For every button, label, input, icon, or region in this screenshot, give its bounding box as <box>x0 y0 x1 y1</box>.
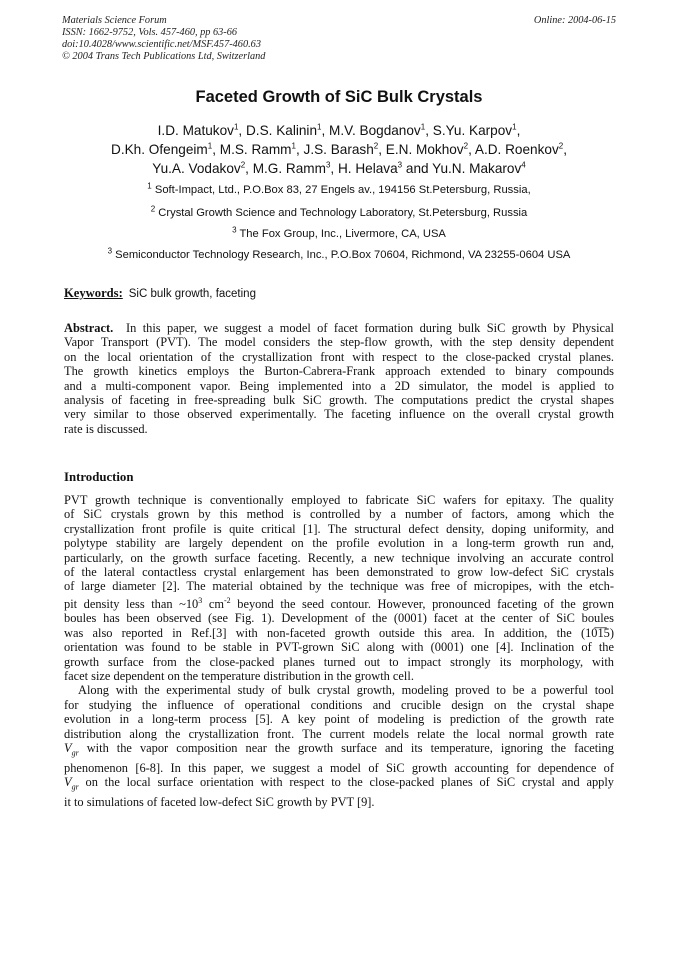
author-name: I.D. Matukov <box>157 123 234 138</box>
intro-line: of large diameter [2]. The material obtained by the technique was free of micropipes, with the etch- <box>64 579 614 594</box>
issn-line: ISSN: 1662-9752, Vols. 457-460, pp 63-66 <box>62 27 238 38</box>
author-affil-mark: 2 <box>463 141 469 151</box>
abstract-line: rate is discussed. <box>64 421 148 436</box>
text-run: one [4]. Inclination of the <box>463 640 615 655</box>
author-name: J.S. Barash <box>303 142 374 157</box>
author-name: Yu.N. Makarov <box>432 161 522 176</box>
symbol-v: V <box>64 775 72 790</box>
intro-line <box>64 611 614 625</box>
affiliation-2 <box>62 206 616 220</box>
intro-line: crystallization front profile is quite critical [1]. The structural defect density, doping uniformity, and <box>64 521 614 536</box>
exponent: 3 <box>198 595 203 605</box>
affil-text: Semiconductor Technology Research, Inc., P.O.Box 70604, Richmond, VA 23255-0604 USA <box>115 249 571 261</box>
journal-header <box>62 15 616 63</box>
abstract-line: analysis of faceting in free-spreading bulk SiC growth. The computations predict the crystal shapes <box>64 393 614 408</box>
keywords-label: Keywords: <box>64 286 123 300</box>
text-run: on the local surface orientation with respect to the close-packed planes of SiC crystal and apply <box>78 775 614 790</box>
intro-line: PVT growth technique is conventionally employed to fabricate SiC wafers for epitaxy. The quality <box>64 493 614 507</box>
affil-text: Soft-Impact, Ltd., P.O.Box 83, 27 Engels av., 194156 St.Petersburg, Russia, <box>154 184 531 196</box>
author-affil-mark: 3 <box>397 160 403 170</box>
author-name: M.S. Ramm <box>219 142 292 157</box>
keywords <box>64 286 256 301</box>
author-affil-mark: 1 <box>291 141 296 151</box>
author-affil-mark: 1 <box>233 122 239 132</box>
journal-name: Materials Science Forum <box>62 15 167 26</box>
intro-line <box>64 741 614 761</box>
introduction-body <box>64 493 614 810</box>
abstract-line-text: In this paper, we suggest a model of facet formation during bulk SiC growth by Physical <box>126 321 614 335</box>
abstract-label: Abstract. <box>64 321 114 335</box>
copyright-line: © 2004 Trans Tech Publications Ltd, Switzerland <box>62 51 266 62</box>
text-run: was also reported in Ref.[3] with non-faceted growth outside this area. In addition, the <box>64 625 581 640</box>
abstract-line: The growth kinetics employs the Burton-Cabrera-Frank approach extended to binary compounds <box>64 364 614 379</box>
intro-line: phenomenon [6-8]. In this paper, we suggest a model of SiC growth accounting for dependence of <box>64 760 614 775</box>
author-affil-mark: 1 <box>207 141 213 151</box>
intro-line: particularly, on the growth surface faceting. Recently, a new technique involving an accurate control <box>64 550 614 565</box>
symbol-subscript: gr <box>71 782 79 792</box>
paper-title: Faceted Growth of SiC Bulk Crystals <box>195 88 483 106</box>
affil-mark: 1 <box>147 181 152 191</box>
abstract-line <box>64 321 614 335</box>
text-run: boules has been observed (see Fig. 1). Development of the <box>64 611 394 626</box>
text-run: orientation was found to be stable in PVT-grown SiC along with <box>64 640 431 655</box>
author-affil-mark: 2 <box>373 141 379 151</box>
author-name: D.Kh. Ofengeim <box>111 142 208 157</box>
author-affil-mark: 2 <box>558 141 564 151</box>
miller-index: (0001) <box>393 611 427 626</box>
author-name: A.D. Roenkov <box>474 142 559 157</box>
author-line-2: D.Kh. Ofengeim$^1$, M.S. Ramm$^1$, J.S. Barash$^2$, E.N. Mokhov$^2$, A.D. Roenkov$^2$, <box>111 141 567 157</box>
author-name: S.Yu. Karpov <box>432 123 513 138</box>
abstract <box>64 321 614 436</box>
text-run: with the vapor composition near the growth surface and its temperature, ignoring the faceting <box>78 741 614 756</box>
author-affil-mark: 1 <box>512 122 517 132</box>
text-run: pit density less than ~10 <box>64 596 199 611</box>
intro-line: facet size dependent on the temperature distribution in the growth cell. <box>64 669 414 683</box>
affil-mark: 3 <box>232 225 237 235</box>
intro-line: of SiC crystals grown by this method is controlled by a number of factors, among which the <box>64 507 614 522</box>
author-affil-mark: 1 <box>317 122 322 132</box>
abstract-line: on the local orientation of the crystallization front with respect to the close-packed crystal planes. <box>64 349 614 364</box>
author-name: D.S. Kalinin <box>245 123 318 138</box>
intro-line: it to simulations of faceted low-defect SiC growth by PVT [9]. <box>64 795 375 810</box>
abstract-line: very similar to those observed experimentally. The faceting influence on the overall crystal growth <box>64 407 614 422</box>
affiliation-1 <box>62 183 616 197</box>
author-affil-mark: 3 <box>325 160 331 170</box>
intro-line: evolution in a long-term process [5]. A key point of modeling is prediction of the growth rate <box>64 712 614 727</box>
affil-mark: 3 <box>107 246 113 256</box>
exponent: -2 <box>223 595 231 605</box>
affil-mark: 2 <box>150 204 156 214</box>
intro-line: of the lateral contactless crystal enlargement has been demonstrated to grow low-defect SiC crystals <box>64 565 614 580</box>
author-name: Yu.A. Vodakov <box>152 161 241 176</box>
intro-line <box>64 594 614 612</box>
section-heading-introduction: Introduction <box>64 470 134 484</box>
intro-line: growth surface from the close-packed planes turned out to impact strongly its morphology, with <box>64 654 614 669</box>
author-name: M.V. Bogdanov <box>329 123 421 138</box>
text-run: beyond the seed contour. However, pronounced faceting of the grown <box>230 596 614 611</box>
miller-index: (10̅1̅5) <box>580 625 614 640</box>
text-run: facet at the center of SiC boules <box>426 611 614 626</box>
keywords-value: SiC bulk growth, faceting <box>128 288 256 300</box>
symbol-subscript: gr <box>71 748 79 758</box>
author-affil-mark: 2 <box>240 160 246 170</box>
intro-line <box>64 775 614 795</box>
intro-line: polytype stability are largely dependent on the profile evolution in a long-term growth run and, <box>64 536 614 551</box>
author-name: M.G. Ramm <box>252 161 326 176</box>
intro-line <box>64 626 614 640</box>
affil-text: The Fox Group, Inc., Livermore, CA, USA <box>239 228 446 240</box>
abstract-line: and a multi-component vapor. Being implemented into a 2D simulator, the model is applied to <box>64 378 614 393</box>
abstract-line: Vapor Transport (PVT). The model considers the step-flow growth, with the step density dependent <box>64 335 614 350</box>
author-list <box>62 121 616 178</box>
intro-line: Along with the experimental study of bulk crystal growth, modeling proved to be a powerful tool <box>78 683 614 698</box>
affil-text: Crystal Growth Science and Technology Laboratory, St.Petersburg, Russia <box>158 207 528 219</box>
intro-line: for studying the influence of operational conditions and crucible design on the crystal shape <box>64 697 614 712</box>
intro-line <box>64 640 614 654</box>
affiliation-3 <box>62 227 616 241</box>
author-affil-mark: 4 <box>521 160 526 170</box>
affiliation-4 <box>62 248 616 262</box>
doi-line: doi:10.4028/www.scientific.net/MSF.457-460.63 <box>62 39 261 50</box>
symbol-v: V <box>64 741 72 756</box>
intro-line: distribution along the crystallization front. The current models relate the local normal growth rate <box>64 726 614 741</box>
online-date: Online: 2004-06-15 <box>533 15 616 26</box>
text-run: cm <box>202 596 224 611</box>
miller-index: (0001) <box>430 640 464 655</box>
author-name: E.N. Mokhov <box>385 142 464 157</box>
author-name: H. Helava <box>337 161 398 176</box>
author-affil-mark: 1 <box>420 122 426 132</box>
author-line-3: Yu.A. Vodakov$^2$, M.G. Ramm$^3$, H. Helava$^3$ and Yu.N. Makarov$^4$ <box>152 160 526 176</box>
author-line-1: I.D. Matukov$^1$, D.S. Kalinin$^1$, M.V. Bogdanov$^1$, S.Yu. Karpov$^1$, <box>157 122 521 138</box>
